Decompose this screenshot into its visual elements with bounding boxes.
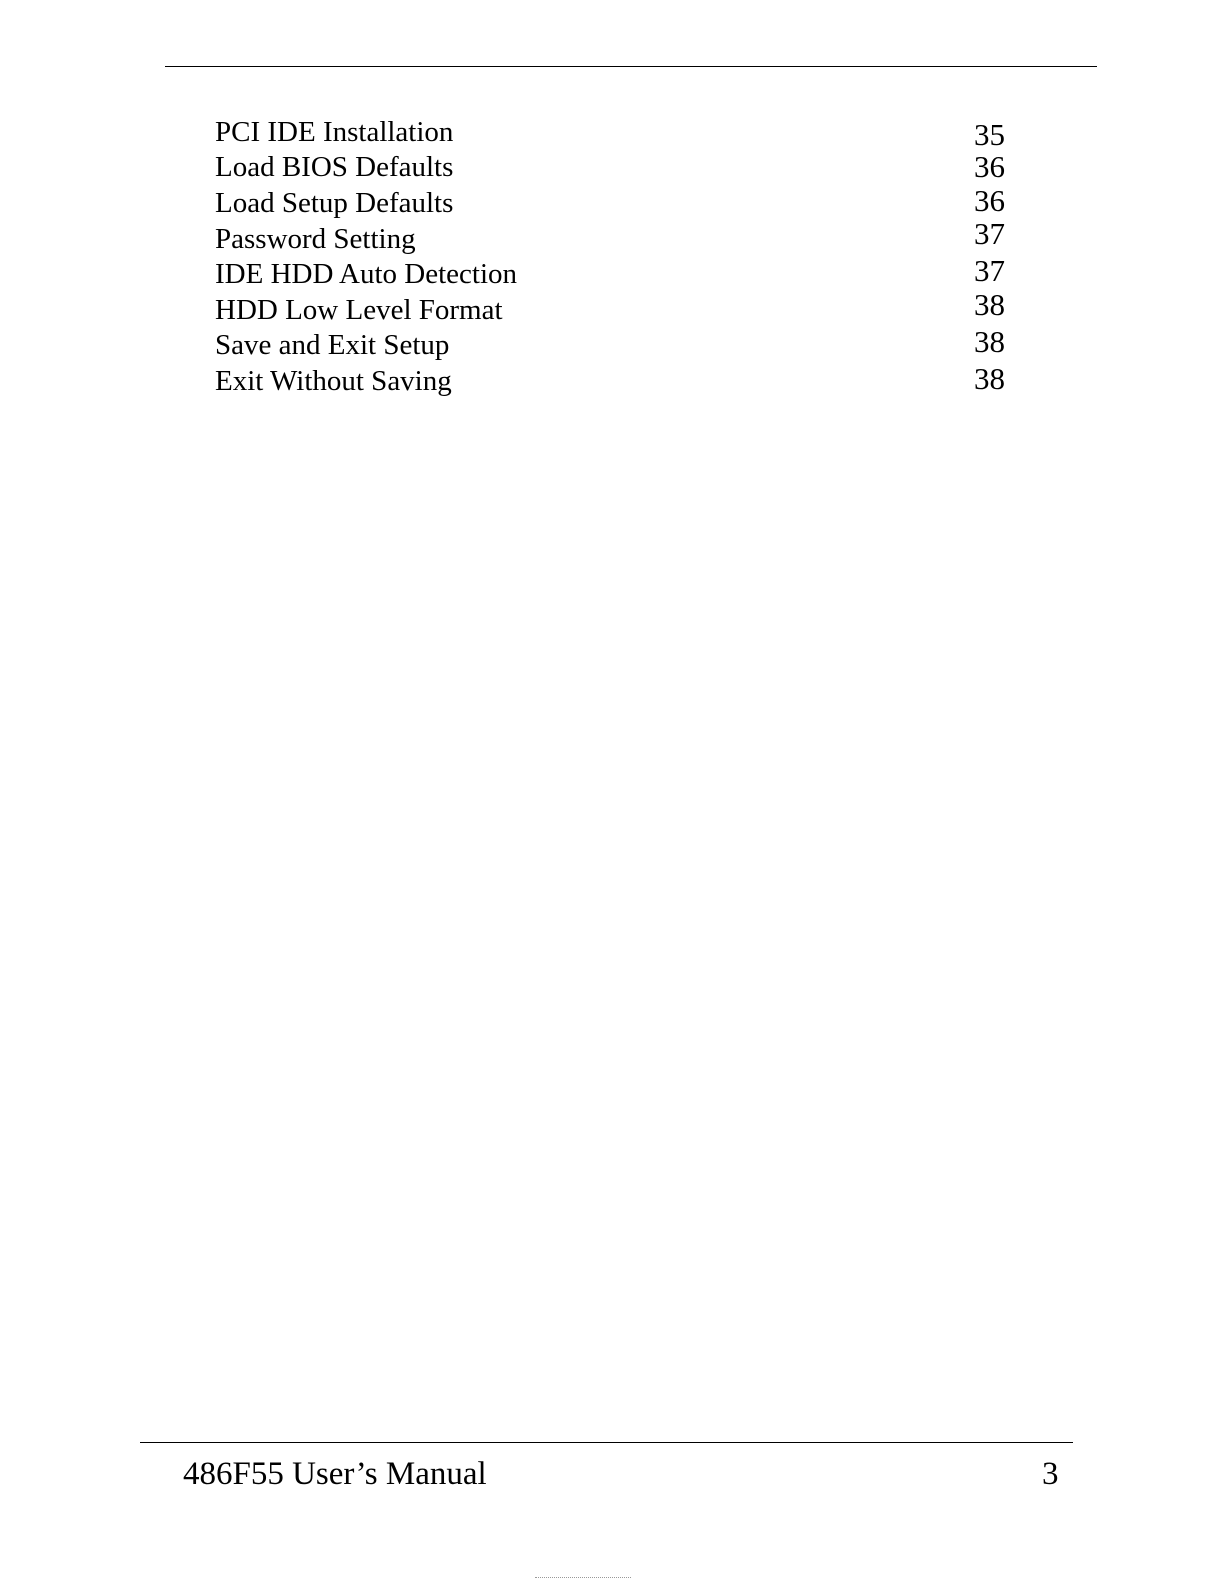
toc-entry <box>215 183 1010 222</box>
toc-entry-title: Exit Without Saving <box>215 365 452 397</box>
header-rule <box>165 66 1097 67</box>
toc-entry <box>215 216 1010 258</box>
toc-entry-title: Load BIOS Defaults <box>215 151 454 183</box>
footer-rule <box>140 1442 1073 1443</box>
toc-entry-page: 37 <box>974 253 1005 288</box>
toc-entry-page: 36 <box>974 149 1005 184</box>
toc-entry-page: 38 <box>974 324 1005 359</box>
toc-entry-page: 38 <box>974 287 1005 322</box>
toc-entry <box>215 150 1010 186</box>
toc-entry-page: 36 <box>974 183 1005 218</box>
toc-entry <box>215 324 1010 364</box>
toc-entry-page: 37 <box>974 216 1005 251</box>
toc-entry-page: 38 <box>974 361 1005 396</box>
toc-entry-title: Load Setup Defaults <box>215 187 454 219</box>
toc-entry-title: PCI IDE Installation <box>215 116 454 148</box>
toc-entry <box>215 287 1010 329</box>
toc-entry-title: HDD Low Level Format <box>215 294 503 326</box>
scan-artifact <box>535 1577 631 1578</box>
footer-page-number: 3 <box>1042 1456 1059 1492</box>
footer-manual-title: 486F55 User’s Manual <box>183 1456 487 1492</box>
toc-entry <box>215 361 1010 400</box>
toc-entry <box>215 115 1010 151</box>
toc-entry-title: Password Setting <box>215 223 416 255</box>
toc-entry-title: Save and Exit Setup <box>215 329 450 361</box>
toc-entry-title: IDE HDD Auto Detection <box>215 258 518 290</box>
toc-entry <box>215 253 1010 293</box>
toc-entry-page: 35 <box>974 117 1005 152</box>
